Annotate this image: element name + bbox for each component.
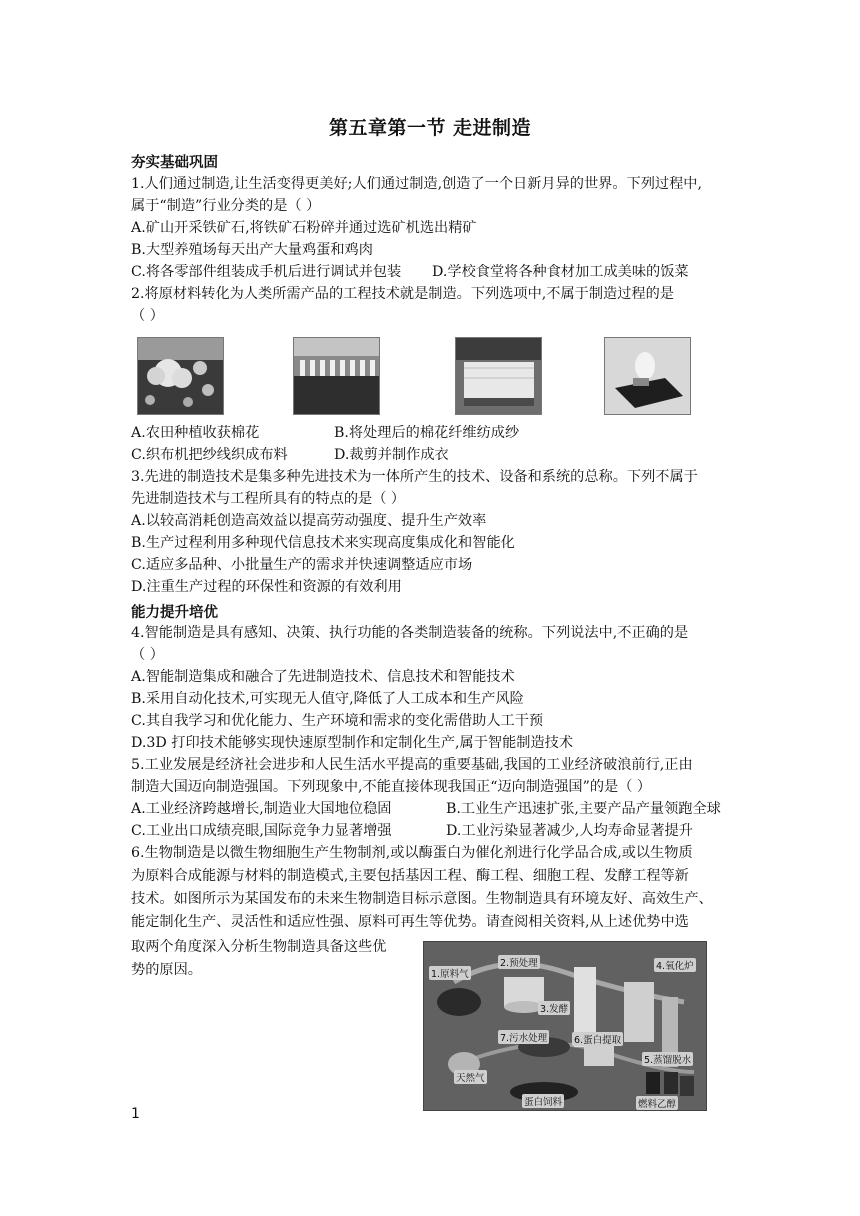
q6-line2: 为原料合成能源与材料的制造模式,主要包括基因工程、酶工程、细胞工程、发酵工程等新 — [131, 868, 689, 884]
page-number: 1 — [131, 1106, 140, 1122]
q4-option-d: D.3D 打印技术能够实现快速原型制作和定制化生产,属于智能制造技术 — [131, 735, 574, 751]
q1-stem-line1: 1.人们通过制造,让生活变得更美好;人们通过制造,创造了一个日新月异的世界。下列过程中, — [131, 176, 702, 192]
q2-option-a: A.农田种植收获棉花 — [131, 425, 260, 441]
q2-stem-line1: 2.将原材料转化为人类所需产品的工程技术就是制造。下列选项中,不属于制造过程的是 — [131, 286, 674, 302]
q6-line3: 技术。如图所示为某国发布的未来生物制造目标示意图。生物制造具有环境友好、高效生产、 — [131, 891, 713, 907]
q6-line6: 势的原因。 — [131, 962, 202, 978]
diagram-label: 3.发酵 — [538, 1001, 570, 1015]
q4-stem-line2: （ ） — [131, 647, 164, 663]
q2-stem-line2: （ ） — [131, 308, 164, 324]
bio-manufacturing-diagram — [423, 941, 707, 1111]
diagram-label: 天然气 — [454, 1070, 487, 1084]
q6-line1: 6.生物制造是以微生物细胞生产生物制剂,或以酶蛋白为催化剂进行化学品合成,或以生物质 — [131, 845, 693, 861]
q6-line4: 能定制化生产、灵活性和适应性强、原料可再生等优势。请查阅相关资料,从上述优势中选 — [131, 914, 689, 930]
q5-option-c: C.工业出口成绩亮眼,国际竞争力显著增强 — [131, 823, 392, 839]
diagram-label: 5.蒸馏脱水 — [642, 1052, 693, 1066]
section-heading-advanced: 能力提升培优 — [131, 605, 218, 621]
diagram-label: 7.污水处理 — [498, 1030, 549, 1044]
diagram-label: 1.原料气 — [429, 966, 471, 980]
diagram-label: 2.预处理 — [498, 955, 540, 969]
q3-option-a: A.以较高消耗创造高效益以提高劳动强度、提升生产效率 — [131, 513, 487, 529]
q3-option-c: C.适应多品种、小批量生产的需求并快速调整适应市场 — [131, 557, 473, 573]
photo-tailoring — [604, 337, 691, 415]
diagram-label: 燃料乙醇 — [636, 1096, 678, 1110]
q4-option-c: C.其自我学习和优化能力、生产环境和需求的变化需借助人工干预 — [131, 713, 544, 729]
photo-cotton-field — [137, 337, 224, 415]
q2-option-d: D.裁剪并制作成衣 — [334, 447, 449, 463]
q1-option-a: A.矿山开采铁矿石,将铁矿石粉碎并通过选矿机选出精矿 — [131, 220, 477, 236]
q5-stem-line1: 5.工业发展是经济社会进步和人民生活水平提高的重要基础,我国的工业经济破浪前行,正由 — [131, 757, 693, 773]
q3-stem-line2: 先进制造技术与工程所具有的特点的是（ ） — [131, 491, 406, 507]
q1-option-c: C.将各零部件组装成手机后进行调试并包装 — [131, 264, 402, 280]
q6-line5: 取两个角度深入分析生物制造具备这些优 — [131, 939, 387, 955]
q3-stem-line1: 3.先进的制造技术是集多种先进技术为一体所产生的技术、设备和系统的总称。下列不属于 — [131, 469, 698, 485]
q2-option-b: B.将处理后的棉花纤维纺成纱 — [334, 425, 520, 441]
q4-option-a: A.智能制造集成和融合了先进制造技术、信息技术和智能技术 — [131, 669, 515, 685]
photo-spinning-machine — [293, 337, 380, 415]
q1-option-b: B.大型养殖场每天出产大量鸡蛋和鸡肉 — [131, 242, 373, 258]
diagram-label: 6.蛋白提取 — [572, 1032, 623, 1046]
q2-option-c: C.织布机把纱线织成布料 — [131, 447, 288, 463]
q5-stem-line2: 制造大国迈向制造强国。下列现象中,不能直接体现我国正“迈向制造强国”的是（ ） — [131, 779, 652, 795]
diagram-label: 蛋白饲料 — [522, 1094, 564, 1108]
section-heading-basic: 夯实基础巩固 — [131, 155, 218, 171]
q4-stem-line1: 4.智能制造是具有感知、决策、执行功能的各类制造装备的统称。下列说法中,不正确的是 — [131, 625, 689, 641]
diagram-label: 4.氧化炉 — [654, 958, 696, 972]
q5-option-a: A.工业经济跨越增长,制造业大国地位稳固 — [131, 801, 392, 817]
q5-option-d: D.工业污染显著减少,人均寿命显著提升 — [446, 823, 693, 839]
q4-option-b: B.采用自动化技术,可实现无人值守,降低了人工成本和生产风险 — [131, 691, 524, 707]
page-title: 第五章第一节 走进制造 — [328, 117, 532, 139]
q5-option-b: B.工业生产迅速扩张,主要产品产量领跑全球 — [446, 801, 721, 817]
q3-option-b: B.生产过程利用多种现代信息技术来实现高度集成化和智能化 — [131, 535, 515, 551]
q1-option-d: D.学校食堂将各种食材加工成美味的饭菜 — [432, 264, 689, 280]
photo-loom — [455, 337, 542, 415]
q3-option-d: D.注重生产过程的环保性和资源的有效利用 — [131, 579, 402, 595]
q1-stem-line2: 属于“制造”行业分类的是（ ） — [131, 198, 321, 214]
